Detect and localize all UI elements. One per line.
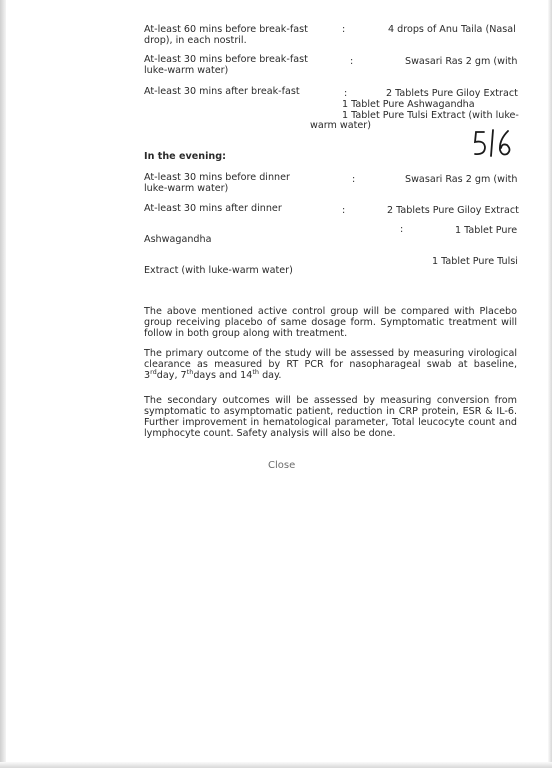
primary-outcome-text-b: day, 7: [156, 370, 187, 381]
primary-outcome-sup-th1: th: [186, 367, 194, 376]
evening-row2-left-line1: Ashwagandha: [144, 234, 212, 245]
morning-row3-item-line1: 2 Tablets Pure Giloy Extract: [386, 88, 518, 99]
handwritten-page-number: [470, 128, 520, 158]
page-edge-left: [0, 0, 6, 768]
morning-row2-item: Swasari Ras 2 gm (with: [405, 56, 518, 67]
separator-colon: :: [352, 174, 356, 185]
morning-row1-item: 4 drops of Anu Taila (Nasal: [388, 24, 516, 35]
primary-outcome-text-d: day.: [259, 370, 282, 381]
morning-row3-item-line4: warm water): [310, 120, 371, 131]
page-edge-bottom: [0, 762, 552, 768]
evening-row1-time-line2: luke-warm water): [144, 183, 229, 194]
separator-colon: :: [342, 205, 346, 216]
primary-outcome-text-a: The primary outcome of the study will be assessed by measuring virological clearance as measured by RT PCR for nasopharageal swab at baseline, 3: [144, 348, 517, 381]
evening-row1-item: Swasari Ras 2 gm (with: [405, 174, 518, 185]
evening-row2-left-line2: Extract (with luke-warm water): [144, 265, 293, 276]
morning-row1-time-line1: At-least 60 mins before break-fast: [144, 24, 308, 35]
evening-row2-time: At-least 30 mins after dinner: [144, 203, 282, 214]
evening-row2-item-line3: 1 Tablet Pure Tulsi: [432, 256, 518, 267]
separator-colon: :: [400, 224, 404, 235]
evening-row1-time-line1: At-least 30 mins before dinner: [144, 172, 290, 183]
morning-row2-time-line1: At-least 30 mins before break-fast: [144, 54, 308, 65]
morning-row3-item-line2: 1 Tablet Pure Ashwagandha: [342, 99, 475, 110]
separator-colon: :: [342, 24, 346, 35]
evening-row2-item-line2: 1 Tablet Pure: [455, 225, 518, 236]
primary-outcome-sup-th2: th: [252, 367, 260, 376]
separator-colon: :: [350, 56, 354, 67]
page-edge-right: [548, 0, 552, 768]
paragraph-primary-outcome: [144, 348, 517, 381]
morning-row3-time: At-least 30 mins after break-fast: [144, 86, 300, 97]
paragraph-secondary-outcome: The secondary outcomes will be assessed by measuring conversion from symptomatic to asymptomatic patient, reduction in CRP protein, ESR & IL-6. Further improvement in hematological parameter, Total leucocyte count and lymphocyte count. Safety analysis will also be done.: [144, 395, 517, 439]
evening-heading: In the evening:: [144, 151, 226, 162]
paragraph-control-group: The above mentioned active control group will be compared with Placebo group receiving placebo of same dosage form. Symptomatic treatment will follow in both group along with treatment.: [144, 306, 517, 339]
morning-row2-time-line2: luke-warm water): [144, 65, 229, 76]
separator-colon: :: [344, 88, 348, 99]
morning-row1-time-line2: drop), in each nostril.: [144, 35, 247, 46]
primary-outcome-sup-rd: rd: [150, 367, 157, 376]
evening-row2-item-line1: 2 Tablets Pure Giloy Extract: [387, 205, 519, 216]
morning-row3-item-line3: 1 Tablet Pure Tulsi Extract (with luke-: [342, 110, 519, 121]
primary-outcome-text-c: days and 14: [193, 370, 253, 381]
close-button[interactable]: Close: [268, 460, 296, 471]
